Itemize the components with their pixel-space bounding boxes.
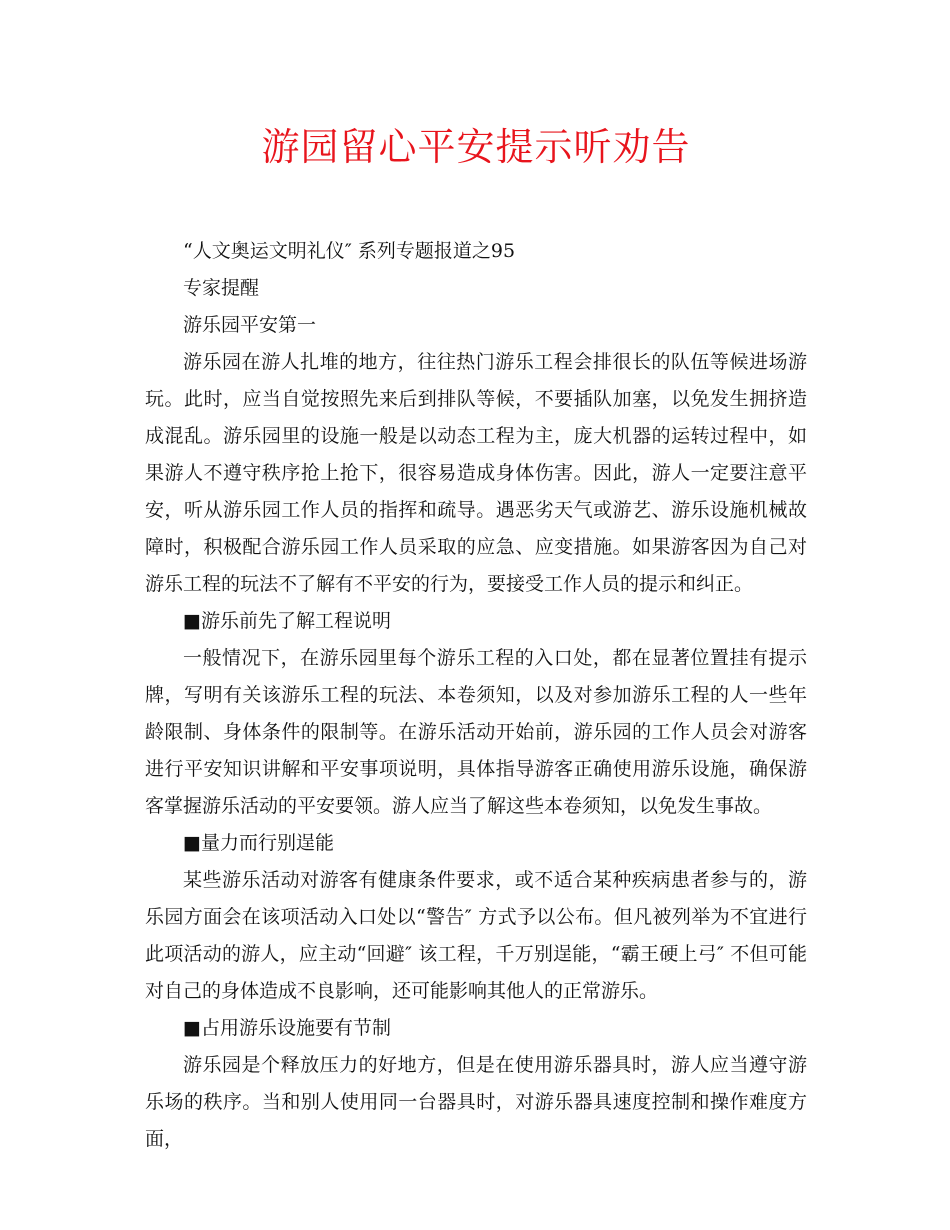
body-paragraph: 一般情况下，在游乐园里每个游乐工程的入口处，都在显著位置挂有提示牌，写明有关该游乐工程的玩法、本卷须知，以及对参加游乐工程的人一些年龄限制、身体条件的限制等。在游乐活动开始前，游乐园的工作人员会对游客进行平安知识讲解和平安事项说明，具体指导游客正确使用游乐设施，确保游客掌握游乐活动的平安要领。游人应当了解这些本卷须知，以免发生事故。 [145, 647, 807, 817]
document-title: 游园留心平安提示听劝告 [261, 125, 691, 169]
section-heading: ■量力而行别逞能 [183, 832, 334, 854]
subheading-safety-first: 游乐园平安第一 [183, 314, 317, 336]
section-heading: ■占用游乐设施要有节制 [183, 1017, 391, 1039]
section-heading: ■游乐前先了解工程说明 [183, 610, 391, 632]
body-paragraph: 游乐园在游人扎堆的地方，往往热门游乐工程会排很长的队伍等候进场游玩。此时，应当自觉按照先来后到排队等候，不要插队加塞，以免发生拥挤造成混乱。游乐园里的设施一般是以动态工程为主，庞大机器的运转过程中，如果游人不遵守秩序抢上抢下，很容易造成身体伤害。因此，游人一定要注意平安，听从游乐园工作人员的指挥和疏导。遇恶劣天气或游艺、游乐设施机械故障时，积极配合游乐园工作人员采取的应急、应变措施。如果游客因为自己对游乐工程的玩法不了解有不平安的行为，要接受工作人员的提示和纠正。 [145, 351, 807, 595]
subheading-expert-reminder: 专家提醒 [183, 277, 260, 299]
document-body [145, 233, 807, 1158]
body-paragraph: 游乐园是个释放压力的好地方，但是在使用游乐器具时，游人应当遵守游乐场的秩序。当和别人使用同一台器具时，对游乐器具速度控制和操作难度方面， [145, 1054, 807, 1150]
series-line: “人文奥运文明礼仪″ 系列专题报道之95 [183, 240, 516, 262]
body-paragraph: 某些游乐活动对游客有健康条件要求，或不适合某种疾病患者参与的，游乐园方面会在该项活动入口处以“警告″ 方式予以公布。但凡被列举为不宜进行此项活动的游人，应主动“回避″ 该工程，千万别逞能，“霸王硬上弓″ 不但可能对自己的身体造成不良影响，还可能影响其他人的正常游乐。 [145, 869, 807, 1002]
